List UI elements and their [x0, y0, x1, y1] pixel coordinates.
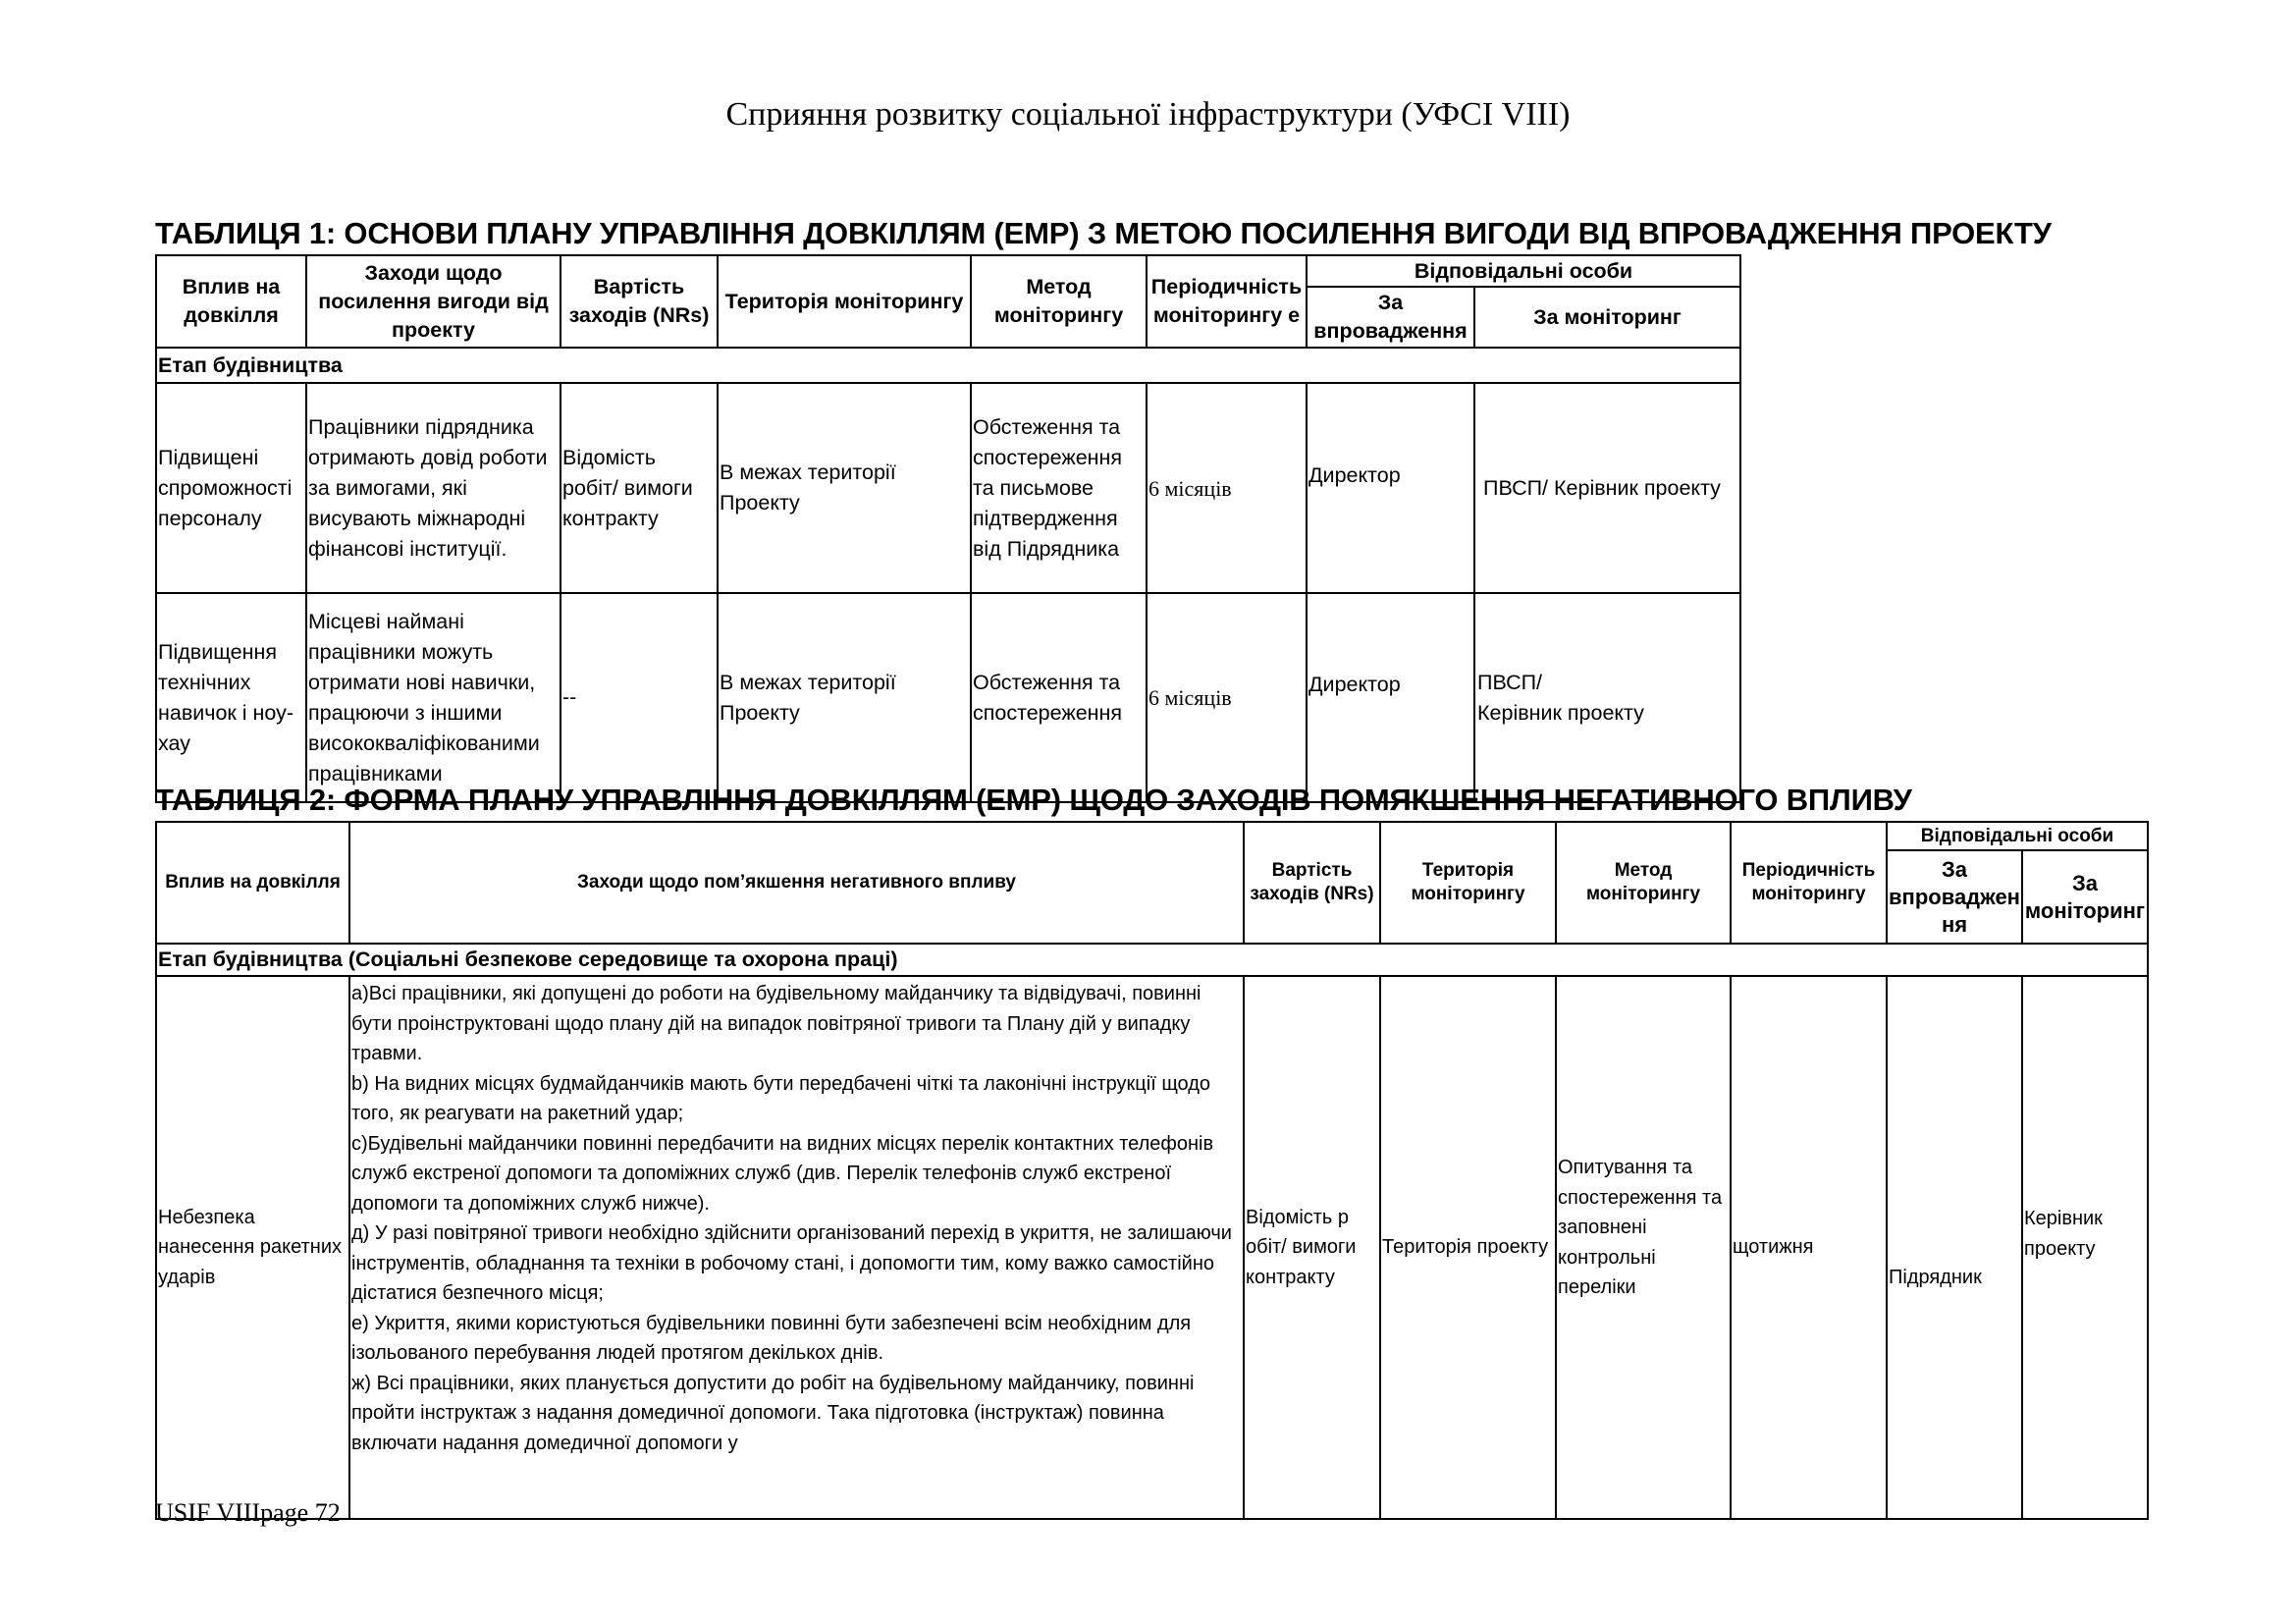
t1-r1-monitoring: ПВСП/ Керівник проекту [1474, 383, 1740, 593]
t1-r1-impact: Підвищені спроможності персоналу [156, 383, 306, 593]
t1-r1-territory: В межах території Проекту [718, 383, 971, 593]
table1 [155, 254, 1741, 803]
t2-header-territory: Територія моніторингу [1380, 822, 1556, 944]
t1-r2-monitoring: ПВСП/ Керівник проекту [1474, 593, 1740, 802]
t1-header-measures: Заходи щодо посилення вигоди від проекту [306, 255, 561, 348]
t1-r1-method: Обстеження та спостереження та письмове підтвердження від Підрядника [971, 383, 1147, 593]
t1-r2-frequency: 6 місяців [1147, 593, 1307, 802]
t2-r1-frequency: щотижня [1731, 976, 1887, 1519]
t2-r1-implementation: Підрядник [1887, 976, 2022, 1519]
t2-r1-monitoring: Керівник проекту [2022, 976, 2148, 1519]
t2-header-frequency: Періодичність моніторингу [1731, 822, 1887, 944]
t1-header-frequency: Періодичність моніторингу е [1147, 255, 1307, 348]
t1-r1-measures: Працівники підрядника отримають довід роботи за вимогами, які висувають міжнародні фінансові інституції. [306, 383, 561, 593]
table-row [156, 593, 1740, 802]
t2-r1-cost: Відомість р обіт/ вимоги контракту [1244, 976, 1380, 1519]
t1-header-implementation: За впровадження [1307, 287, 1474, 348]
table-row [156, 976, 2148, 1519]
t2-header-impact: Вплив на довкілля [156, 822, 349, 944]
t2-header-monitoring: За моніторинг [2022, 850, 2148, 944]
t1-r2-cost: -- [561, 593, 718, 802]
t2-header-method: Метод моніторингу [1556, 822, 1731, 944]
t2-r1-impact: Небезпека нанесення ракетних ударів [156, 976, 349, 1519]
page-header: Сприяння розвитку соціальної інфраструктури (УФСІ VIII) [725, 96, 1571, 133]
t2-header-cost: Вартість заходів (NRs) [1244, 822, 1380, 944]
t2-r1-measures: а)Всі працівники, які допущені до роботи на будівельному майданчику та відвідувачі, повинні бути проінструктовані щодо плану дій на випадок повітряної тривоги та Плану дій у випадку травми. b) На видних місцях будмайданчиків мають бути передбачені чіткі та лаконічні інструкції щодо того, як реагувати на ракетний удар; c)Будівельні майданчики повинні передбачити на видних місцях перелік контактних телефонів служб екстреної допомоги та допоміжних служб (див. Перелік телефонів служб екстреної допомоги та допоміжних служб нижче). д) У разі повітряної тривоги необхідно здійснити організований перехід в укриття, не залишаючи інструментів, обладнання та техніки в робочому стані, і допомогти тим, кому важко самостійно дістатися безпечного місця; е) Укриття, якими користуються будівельники повинні бути забезпечені всім необхідним для ізольованого перебування людей протягом декількох днів. ж) Всі працівники, яких планується допустити до робіт на будівельному майданчику, повинні пройти інструктаж з надання домедичної допомоги. Така підготовка (інструктаж) повинна включати надання домедичної допомоги у [349, 976, 1244, 1519]
table1-title: ТАБЛИЦЯ 1: ОСНОВИ ПЛАНУ УПРАВЛІННЯ ДОВКІЛЛЯМ (ЕМР) З МЕТОЮ ПОСИЛЕННЯ ВИГОДИ ВІД ВПРОВАДЖЕННЯ ПРОЕКТУ [155, 216, 2052, 250]
t2-r1-method: Опитування та спостереження та заповнені контрольні переліки [1556, 976, 1731, 1519]
t1-stage-row: Етап будівництва [156, 348, 1740, 383]
t1-r1-frequency: 6 місяців [1147, 383, 1307, 593]
page-footer: USIF VIIIpage 72 [155, 1498, 341, 1527]
t1-r2-measures: Місцеві наймані працівники можуть отримати нові навички, працюючи з іншими висококваліфікованими працівниками [306, 593, 561, 802]
table-row [156, 383, 1740, 593]
t2-r1-territory: Територія проекту [1380, 976, 1556, 1519]
t1-r2-implementation: Директор [1307, 593, 1474, 802]
t1-header-cost: Вартість заходів (NRs) [561, 255, 718, 348]
t2-header-responsible: Відповідальні особи [1887, 822, 2148, 850]
table2 [155, 821, 2149, 1520]
t1-r2-territory: В межах території Проекту [718, 593, 971, 802]
t2-stage-row: Етап будівництва (Соціальні безпекове середовище та охорона праці) [156, 944, 2148, 976]
t2-header-implementation: За впроваджен ня [1887, 850, 2022, 944]
t1-header-method: Метод моніторингу [971, 255, 1147, 348]
t2-header-measures: Заходи щодо пом’якшення негативного впливу [349, 822, 1244, 944]
t1-r1-implementation: Директор [1307, 383, 1474, 593]
t1-header-territory: Територія моніторингу [718, 255, 971, 348]
table2-title: ТАБЛИЦЯ 2: ФОРМА ПЛАНУ УПРАВЛІННЯ ДОВКІЛЛЯМ (EMP) ЩОДО ЗАХОДІВ ПОМЯКШЕННЯ НЕГАТИВНОГО ВПЛИВУ [155, 783, 1912, 817]
t1-header-monitoring: За моніторинг [1474, 287, 1740, 348]
t1-r2-impact: Підвищення технічних навичок і ноу-хау [156, 593, 306, 802]
t1-r2-method: Обстеження та спостереження [971, 593, 1147, 802]
t1-r1-cost: Відомість робіт/ вимоги контракту [561, 383, 718, 593]
t1-header-responsible: Відповідальні особи [1307, 255, 1740, 287]
t1-header-impact: Вплив на довкілля [156, 255, 306, 348]
